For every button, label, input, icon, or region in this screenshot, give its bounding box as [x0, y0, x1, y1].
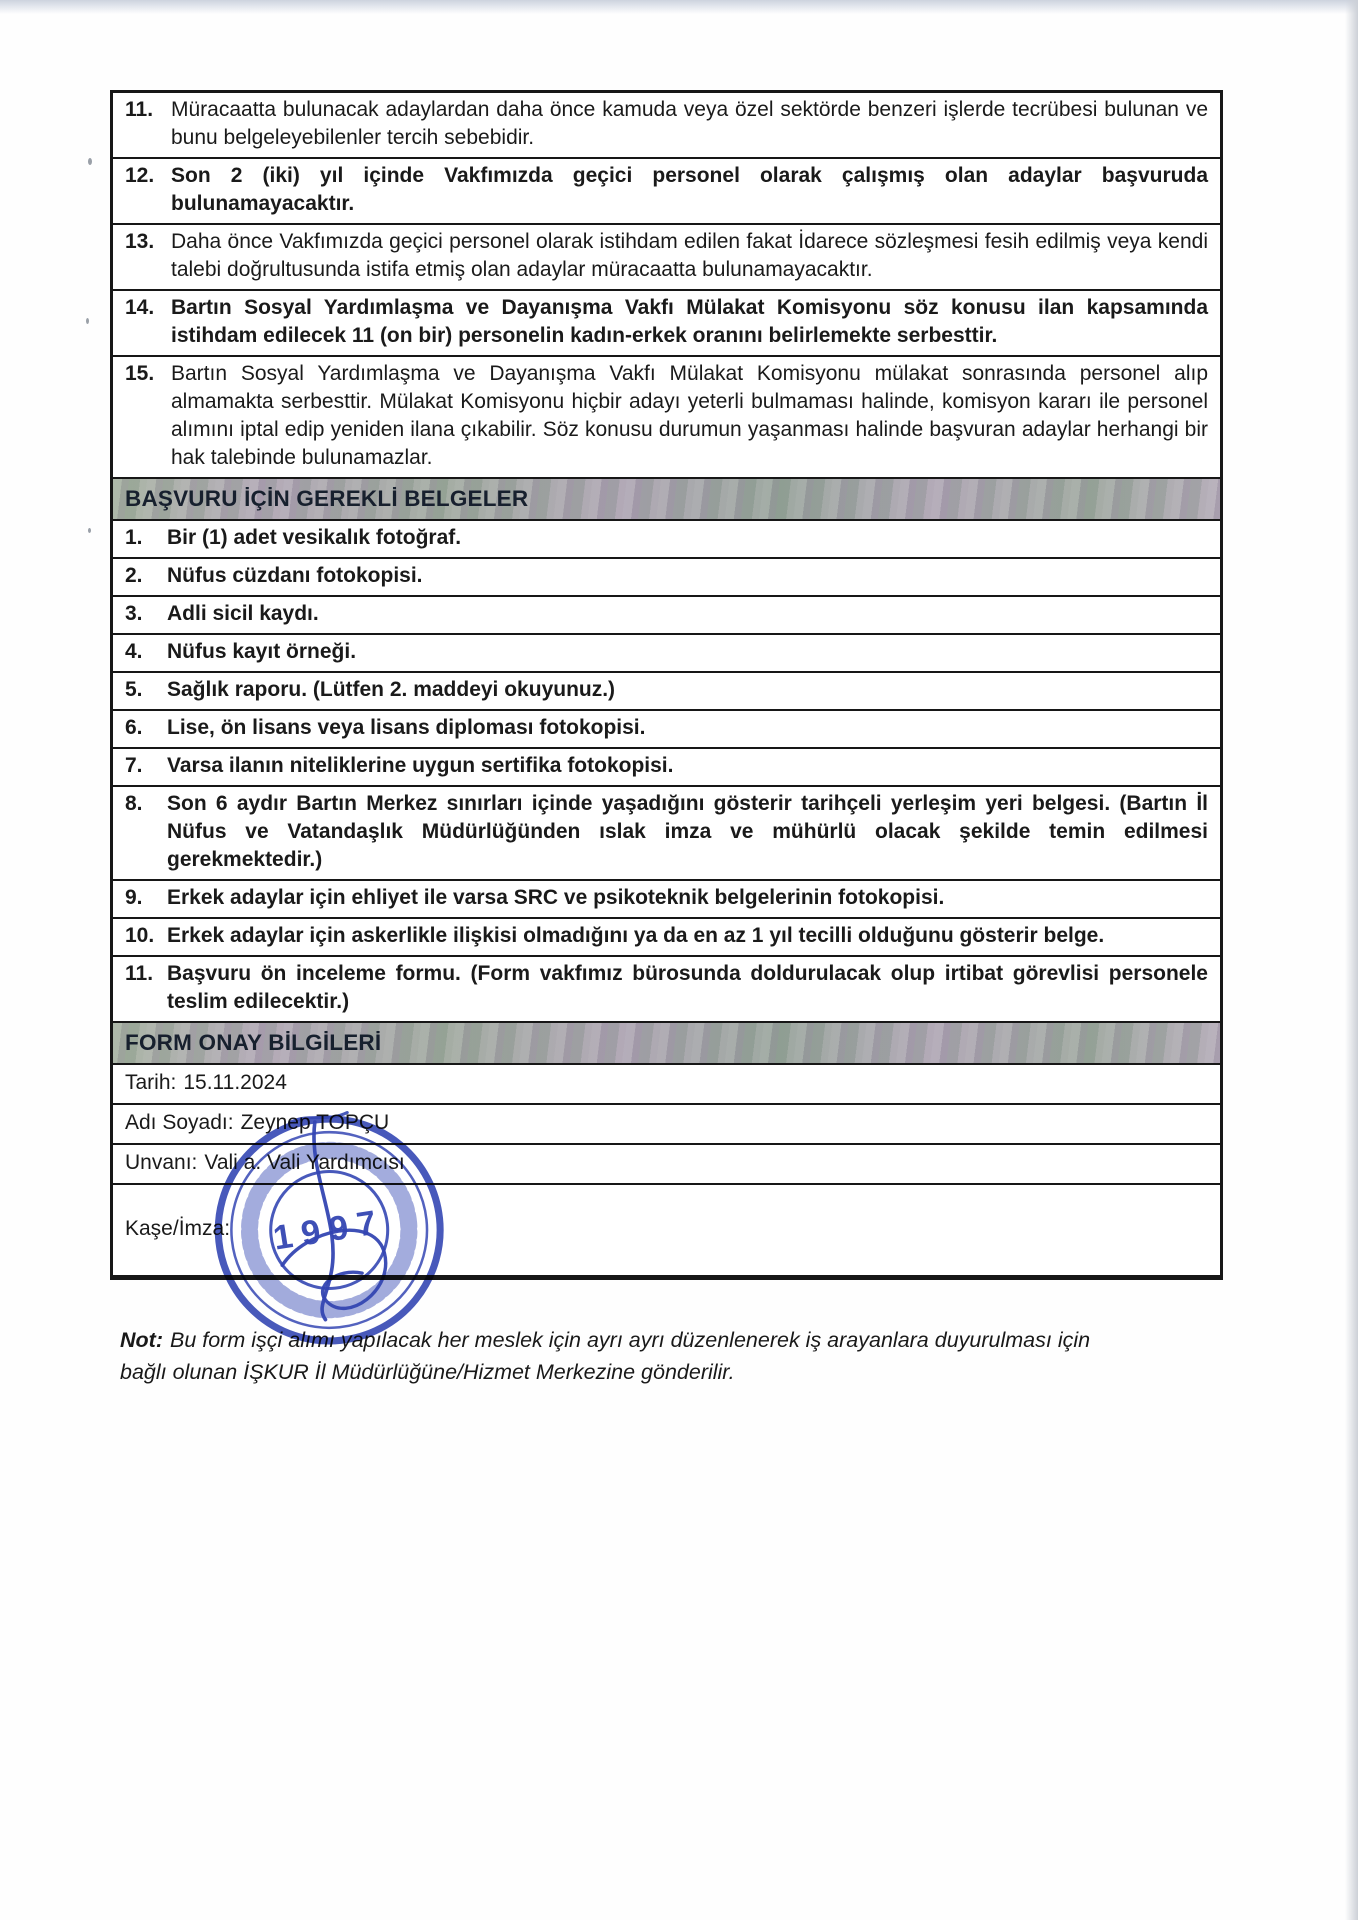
document-list-row — [113, 635, 1220, 673]
doc-number: 2. — [125, 564, 143, 587]
title-value: Vali a. Vali Yardımcısı — [204, 1151, 405, 1174]
scan-top-shadow — [0, 0, 1358, 14]
section-header-required-documents: BAŞVURU İÇİN GEREKLİ BELGELER — [113, 479, 1220, 521]
doc-text: Adli sicil kaydı. — [167, 602, 319, 625]
rule-number: 11. — [125, 98, 154, 121]
doc-number: 4. — [125, 640, 143, 663]
doc-text: Nüfus kayıt örneği. — [167, 640, 357, 663]
approval-row-date — [113, 1065, 1220, 1105]
name-value: Zeynep TOPÇU — [240, 1111, 390, 1134]
doc-number: 8. — [125, 792, 143, 815]
doc-text: Varsa ilanın niteliklerine uygun sertifika fotokopisi. — [167, 754, 674, 777]
approval-row-name — [113, 1105, 1220, 1145]
doc-number: 11. — [125, 962, 154, 985]
doc-text: Erkek adaylar için ehliyet ile varsa SRC ve psikoteknik belgelerinin fotokopisi. — [167, 886, 945, 909]
rule-row — [113, 93, 1220, 159]
document-list-row — [113, 597, 1220, 635]
rule-row — [113, 357, 1220, 479]
stamp-year: 1997 — [270, 1202, 388, 1258]
doc-number: 7. — [125, 754, 143, 777]
doc-number: 9. — [125, 886, 143, 909]
rule-text: Bartın Sosyal Yardımlaşma ve Dayanışma Vakfı Mülakat Komisyonu söz konusu ilan kapsamında istihdam edilecek 11 (on bir) personelin kadın-erkek oranını belirlemekte serbesttir. — [171, 296, 1208, 347]
document-list-row — [113, 787, 1220, 881]
document-list-row — [113, 521, 1220, 559]
doc-text: Lise, ön lisans veya lisans diploması fotokopisi. — [167, 716, 646, 739]
doc-text: Son 6 aydır Bartın Merkez sınırları içinde yaşadığını gösterir tarihçeli yerleşim yeri belgesi. (Bartın İl Nüfus ve Vatandaşlık Müdürlüğünden ıslak imza ve mühürlü olacak şekilde temin edilmesi gerekmektedir.) — [167, 792, 1208, 871]
rule-text: Son 2 (iki) yıl içinde Vakfımızda geçici personel olarak çalışmış olan adaylar başvuruda bulunamayacaktır. — [171, 164, 1208, 215]
document-list-row — [113, 957, 1220, 1023]
rule-number: 15. — [125, 362, 155, 385]
document-list-row — [113, 919, 1220, 957]
doc-text: Bir (1) adet vesikalık fotoğraf. — [167, 526, 462, 549]
doc-text: Nüfus cüzdanı fotokopisi. — [167, 564, 423, 587]
rule-text: Bartın Sosyal Yardımlaşma ve Dayanışma Vakfı Mülakat Komisyonu mülakat sonrasında personel alıp almamakta serbesttir. Mülakat Komisyonu hiçbir adayı yeterli bulmaması halinde, komisyon kararı ile personel alımını iptal edip yeniden ilana çıkabilir. Söz konusu durumun yaşanması halinde başvuran adaylar herhangi bir hak talebinde bulunamazlar. — [171, 362, 1208, 469]
document-list-row — [113, 749, 1220, 787]
section-header-form-approval: FORM ONAY BİLGİLERİ — [113, 1023, 1220, 1065]
doc-text: Sağlık raporu. (Lütfen 2. maddeyi okuyunuz.) — [167, 678, 616, 701]
announcement-table — [110, 90, 1223, 1280]
document-list-row — [113, 559, 1220, 597]
rule-text: Müracaatta bulunacak adaylardan daha önce kamuda veya özel sektörde benzeri işlerde tecrübesi bulunan ve bunu belgeleyebilenler tercih sebebidir. — [171, 98, 1208, 149]
approval-row-stamp-signature — [113, 1185, 1220, 1277]
scan-artifact — [88, 528, 91, 533]
scan-right-shadow — [1345, 0, 1358, 1920]
date-value: 15.11.2024 — [183, 1071, 287, 1094]
document-list-row — [113, 711, 1220, 749]
approval-row-title — [113, 1145, 1220, 1185]
title-label: Unvanı: — [125, 1151, 198, 1174]
rule-text: Daha önce Vakfımızda geçici personel olarak istihdam edilen fakat İdarece sözleşmesi fesih edilmiş veya kendi talebi doğrultusunda istifa etmiş olan adaylar müracaatta bulunamayacaktır. — [171, 230, 1208, 281]
rule-row — [113, 159, 1220, 225]
stamp-signature-label: Kaşe/İmza: — [125, 1217, 231, 1240]
scan-artifact — [86, 318, 89, 324]
name-label: Adı Soyadı: — [125, 1111, 234, 1134]
rule-row — [113, 225, 1220, 291]
note-text: Bu form işçi alımı yapılacak her meslek için ayrı ayrı düzenlenerek iş arayanlara duyurulması için bağlı olunan İŞKUR İl Müdürlüğüne/Hizmet Merkezine gönderilir. — [120, 1328, 1091, 1384]
doc-number: 10. — [125, 924, 155, 947]
date-label: Tarih: — [125, 1071, 177, 1094]
document-list-row — [113, 673, 1220, 711]
document-body — [110, 90, 1223, 1388]
rule-number: 12. — [125, 164, 155, 187]
rule-row — [113, 291, 1220, 357]
rule-number: 14. — [125, 296, 155, 319]
scan-artifact — [88, 158, 92, 165]
form-approval-section — [113, 1023, 1220, 1277]
doc-text: Erkek adaylar için askerlikle ilişkisi olmadığını ya da en az 1 yıl tecilli olduğunu gösterir belge. — [167, 924, 1105, 947]
document-list-row — [113, 881, 1220, 919]
doc-number: 6. — [125, 716, 143, 739]
doc-number: 3. — [125, 602, 143, 625]
doc-text: Başvuru ön inceleme formu. (Form vakfımız bürosunda doldurulacak olup irtibat görevlisi personele teslim edilecektir.) — [167, 962, 1208, 1013]
doc-number: 1. — [125, 526, 143, 549]
doc-number: 5. — [125, 678, 143, 701]
rule-number: 13. — [125, 230, 155, 253]
footer-note — [120, 1324, 1132, 1388]
note-label: Not: — [120, 1328, 163, 1352]
